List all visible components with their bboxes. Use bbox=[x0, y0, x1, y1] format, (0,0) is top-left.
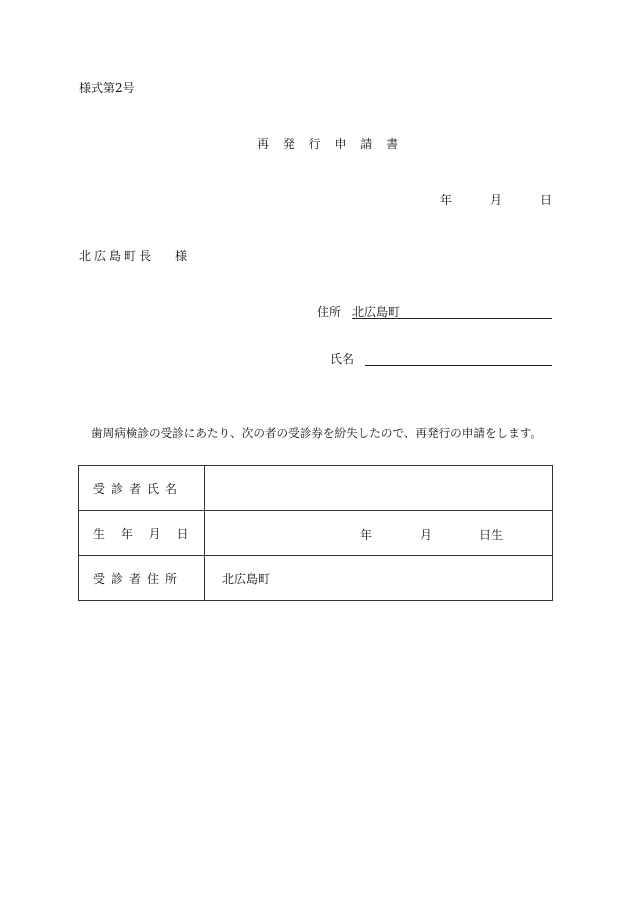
birth-day-label: 日生 bbox=[479, 528, 504, 542]
document-title: 再 発 行 申 請 書 bbox=[257, 137, 404, 151]
table-row bbox=[79, 556, 553, 601]
patient-address-label: 受診者住所 bbox=[79, 556, 205, 601]
date-year-label: 年 bbox=[440, 193, 453, 207]
name-label: 氏名 bbox=[330, 352, 355, 366]
statement-text: 歯周病検診の受診にあたり、次の者の受診券を紛失したので、再発行の申請をします。 bbox=[91, 426, 542, 440]
patient-info-table bbox=[78, 465, 553, 601]
patient-address-field[interactable]: 北広島町 bbox=[205, 556, 553, 601]
patient-name-label: 受診者氏名 bbox=[79, 466, 205, 511]
birthdate-field[interactable] bbox=[205, 511, 553, 556]
table-row bbox=[79, 466, 553, 511]
address-label: 住所 bbox=[317, 305, 342, 319]
recipient-honorific: 様 bbox=[175, 249, 188, 263]
birth-year-label: 年 bbox=[360, 528, 373, 542]
address-value: 北広島町 bbox=[352, 305, 401, 319]
patient-name-field[interactable] bbox=[205, 466, 553, 511]
address-underline bbox=[352, 318, 552, 319]
birthdate-label: 生 年 月 日 bbox=[79, 511, 205, 556]
birth-month-label: 月 bbox=[420, 528, 433, 542]
form-number: 様式第2号 bbox=[79, 81, 135, 95]
recipient-name: 北広島町長 bbox=[79, 249, 155, 263]
application-date bbox=[440, 194, 552, 206]
recipient bbox=[79, 250, 187, 262]
date-month-label: 月 bbox=[489, 193, 502, 207]
date-day-label: 日 bbox=[539, 193, 552, 207]
table-row bbox=[79, 511, 553, 556]
name-underline bbox=[365, 365, 552, 366]
